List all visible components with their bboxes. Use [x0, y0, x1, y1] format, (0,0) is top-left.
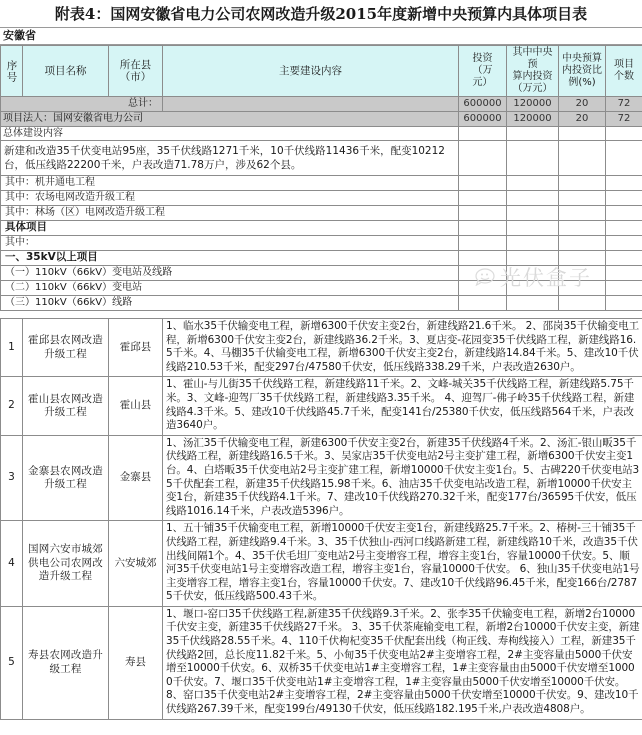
- project-detail-table: [0, 318, 642, 720]
- forest-grid-ratio: [559, 206, 606, 221]
- subsection-2-ratio: [559, 281, 606, 296]
- specific-projects-central: [507, 221, 559, 236]
- table-row-overview-heading: [1, 127, 642, 141]
- overview-paragraph-ratio: [559, 141, 606, 176]
- forest-grid-investment: [459, 206, 507, 221]
- overview-paragraph-central: [507, 141, 559, 176]
- well-electrification-investment: [459, 176, 507, 191]
- province-label: 安徽省: [0, 28, 642, 45]
- total-central: 120000: [507, 97, 559, 112]
- table-row-forest-grid: [1, 206, 642, 221]
- table-row-subsection-3: [1, 296, 642, 311]
- project-county: 寿县: [109, 606, 163, 719]
- project-name: 金寨县农网改造升级工程: [23, 435, 109, 521]
- table-row: [1, 606, 642, 719]
- header-investment-line1: 投资: [472, 53, 493, 64]
- legal-entity-investment: 600000: [459, 112, 507, 127]
- header-county-line1: 所在县: [119, 59, 152, 71]
- table-row: [1, 319, 642, 377]
- well-electrification-ratio: [559, 176, 606, 191]
- table-separator-gap: [0, 311, 642, 318]
- project-name: 霍山县农网改造升级工程: [23, 377, 109, 435]
- subsection-1-investment: [459, 266, 507, 281]
- project-name: 寿县农网改造升级工程: [23, 606, 109, 719]
- legal-entity-count: 72: [606, 112, 642, 127]
- section-35kv-count: [606, 251, 642, 266]
- total-investment: 600000: [459, 97, 507, 112]
- project-no: 2: [1, 377, 23, 435]
- subsection-3-label: （三）110kV（66kV）线路: [1, 296, 459, 311]
- table-header-row: [1, 46, 642, 97]
- overview-paragraph-count: [606, 141, 642, 176]
- project-county: 霍邱县: [109, 319, 163, 377]
- header-central-line3: （万元）: [512, 83, 553, 94]
- table-row-legal-entity: [1, 112, 642, 127]
- legal-entity-central: 120000: [507, 112, 559, 127]
- table-row: [1, 377, 642, 435]
- overview-heading-label: 总体建设内容: [1, 127, 459, 141]
- subsection-2-investment: [459, 281, 507, 296]
- subsection-2-central: [507, 281, 559, 296]
- table-row-section-35kv: [1, 251, 642, 266]
- overview-heading-ratio: [559, 127, 606, 141]
- among-which-label: 其中：: [1, 236, 459, 251]
- subsection-1-ratio: [559, 266, 606, 281]
- section-35kv-label: 一、35kV以上项目: [1, 251, 459, 266]
- among-which-ratio: [559, 236, 606, 251]
- specific-projects-count: [606, 221, 642, 236]
- legal-entity-ratio: 20: [559, 112, 606, 127]
- farm-grid-ratio: [559, 191, 606, 206]
- overview-paragraph-investment: [459, 141, 507, 176]
- project-county: 金寨县: [109, 435, 163, 521]
- farm-grid-investment: [459, 191, 507, 206]
- header-central-line1: 其中中央预: [512, 47, 553, 70]
- project-content: 1、五十铺35千伏输变电工程，新增10000千伏安主变1台，新建线路25.7千米。2、椿树-三十铺35千伏线路工程，新建线路9.4千米。3、35千伏独山-西河口线路新建工程，新建线路10千米，改造35千伏出线间隔1个。4、35千伏毛坦厂变电站2号主变增容工程，增容主变1台，容量10000千伏安。5、顺河35千伏变电站1号主变增容改造工程，增容主变1台，容量10000千伏安。 6、独山35千伏变电站1号主变增容工程，增容主变1台，容量10000千伏安。7、建改10千伏线路96.45千米，配变166台/27875千伏安，低压线路500.43千米。: [163, 521, 642, 607]
- project-county: 霍山县: [109, 377, 163, 435]
- well-electrification-count: [606, 176, 642, 191]
- header-count-line1: 项目: [614, 59, 634, 70]
- farm-grid-label: 其中：农场电网改造升级工程: [1, 191, 459, 206]
- header-ratio-line1: 中央预算: [562, 53, 602, 64]
- subsection-3-central: [507, 296, 559, 311]
- project-name: 国网六安市城郊供电公司农网改造升级工程: [23, 521, 109, 607]
- project-county: 六安城郊: [109, 521, 163, 607]
- table-row: [1, 435, 642, 521]
- overview-heading-central: [507, 127, 559, 141]
- header-count: [606, 46, 642, 97]
- overview-heading-count: [606, 127, 642, 141]
- subsection-3-ratio: [559, 296, 606, 311]
- project-content: 1、霍山-与儿街35千伏线路工程，新建线路11千米。2、文峰-城关35千伏线路工程，新建线路5.75千米。3、文峰-迎驾厂35千伏线路工程，新建线路3.35千米。 4、迎驾厂-佛子岭35千伏线路工程，新建线路4.3千米。5、建改10千伏线路45.7千米，配变141台/25380千伏安，低压线路564千米，户表改造3640户。: [163, 377, 642, 435]
- header-investment: [459, 46, 507, 97]
- subsection-3-count: [606, 296, 642, 311]
- header-count-line2: 个数: [614, 71, 634, 82]
- table-row-among-which: [1, 236, 642, 251]
- well-electrification-central: [507, 176, 559, 191]
- header-ratio-line2: 内投资比: [562, 65, 602, 76]
- overview-paragraph-text: 新建和改造35千伏变电站95座，35千伏线路1271千米，10千伏线路11436千米，配变10212台，低压线路22200千米，户表改造71.78万户，涉及62个县。: [1, 141, 459, 176]
- project-no: 1: [1, 319, 23, 377]
- table-row-subsection-1: [1, 266, 642, 281]
- table-row-well-electrification: [1, 176, 642, 191]
- summary-table-body: [1, 97, 642, 311]
- table-row-overview-paragraph: [1, 141, 642, 176]
- overview-heading-investment: [459, 127, 507, 141]
- document-title-bar: [0, 0, 642, 28]
- total-content-cell: [163, 97, 459, 112]
- header-ratio: [559, 46, 606, 97]
- farm-grid-central: [507, 191, 559, 206]
- specific-projects-label: 具体项目: [1, 221, 459, 236]
- subsection-2-label: （二）110kV（66kV）变电站: [1, 281, 459, 296]
- subsection-1-count: [606, 266, 642, 281]
- forest-grid-label: 其中：林场（区）电网改造升级工程: [1, 206, 459, 221]
- header-ratio-line3: 例(%): [568, 77, 596, 88]
- section-35kv-central: [507, 251, 559, 266]
- header-central-investment: [507, 46, 559, 97]
- forest-grid-central: [507, 206, 559, 221]
- farm-grid-count: [606, 191, 642, 206]
- subsection-1-central: [507, 266, 559, 281]
- summary-table: [0, 45, 642, 311]
- specific-projects-investment: [459, 221, 507, 236]
- forest-grid-count: [606, 206, 642, 221]
- header-no-text: 序号: [5, 59, 18, 83]
- table-row-subsection-2: [1, 281, 642, 296]
- project-no: 5: [1, 606, 23, 719]
- project-content: 1、堰口-窑口35千伏线路工程,新建35千伏线路9.3千米。2、张李35千伏输变电工程，新增2台10000千伏安主变，新建35千伏线路27千米。 3、35千伏茶庵输变电工程，新增2台10000千伏安主变，新建35千伏线路28.55千米。4、110千伏枸杞变35千伏配套出线（枸正线、寿枸线接入）工程，新建35千伏线路2回，总长度11.82千米。5、小甸35千伏变电站2#主变增容工程，2#主变容量由5000千伏安增至10000千伏安。6、双桥35千伏变电站1#主变增容工程，1#主变容量由由5000千伏安增至10000千伏安。7、堰口35千伏变电站1#主变增容工程，1#主变容量由5000千伏安增至10000千伏安。8、窑口35千伏变电站2#主变增容工程，2#主变容量由5000千伏安增至10000千伏安。9、建改10千伏线路267.39千米，配变199台/49130千伏安，低压线路182.195千米,户表改造4808户。: [163, 606, 642, 719]
- total-count: 72: [606, 97, 642, 112]
- table-row: [1, 521, 642, 607]
- among-which-count: [606, 236, 642, 251]
- header-investment-line2: （万: [472, 65, 493, 76]
- total-label: 总计：: [1, 97, 163, 112]
- project-detail-body: [1, 319, 642, 720]
- header-central-line2: 算内投资: [512, 71, 553, 82]
- project-no: 3: [1, 435, 23, 521]
- total-ratio: 20: [559, 97, 606, 112]
- project-no: 4: [1, 521, 23, 607]
- specific-projects-ratio: [559, 221, 606, 236]
- project-name: 霍邱县农网改造升级工程: [23, 319, 109, 377]
- subsection-2-count: [606, 281, 642, 296]
- section-35kv-ratio: [559, 251, 606, 266]
- page-title: 附表4：国网安徽省电力公司农网改造升级2015年度新增中央预算内具体项目表: [54, 5, 588, 23]
- table-row-farm-grid: [1, 191, 642, 206]
- table-row-specific-projects: [1, 221, 642, 236]
- well-electrification-label: 其中：机井通电工程: [1, 176, 459, 191]
- header-content: 主要建设内容: [163, 46, 459, 97]
- among-which-investment: [459, 236, 507, 251]
- table-row-total: [1, 97, 642, 112]
- project-content: 1、汤汇35千伏输变电工程，新建6300千伏安主变2台，新建35千伏线路4千米。2、汤汇-银山畈35千伏线路工程，新建线路16.5千米。3、吴家店35千伏变电站2号主变扩建工程，新增6300千伏安主变1台。4、白塔畈35千伏变电站2号主变扩建工程，新增10000千伏安主变1台。5、古碑220千伏变电站35千伏配套工程，新建35千伏线路15.98千米。6、油店35千伏变电站改造工程，新增10000千伏安主变1台，新建35千伏线路4.1千米。7、建改10千伏线路270.32千米，配变177台/36595千伏安，低压线路1016.14千米，户表改造5396户。: [163, 435, 642, 521]
- project-content: 1、临水35千伏输变电工程，新增6300千伏安主变2台，新建线路21.6千米。 2、邵岗35千伏输变电工程，新增6300千伏安主变2台，新建线路36.2千米。3、夏店变-花园变35千伏线路工程，新建线路16.5千米。4、马棚35千伏输变电工程，新增6300千伏安主变2台，新建线路14.84千米。5、建改10千伏线路210.53千米，配变297台/47580千伏安，低压线路338.29千米，户表改造2630户。: [163, 319, 642, 377]
- header-county: [109, 46, 163, 97]
- header-project-name: 项目名称: [23, 46, 109, 97]
- legal-entity-label: 项目法人：国网安徽省电力公司: [1, 112, 459, 127]
- header-county-line2: （市）: [119, 71, 152, 83]
- subsection-3-investment: [459, 296, 507, 311]
- section-35kv-investment: [459, 251, 507, 266]
- watermark-text: 光伏盒子: [500, 266, 592, 290]
- among-which-central: [507, 236, 559, 251]
- header-no: [1, 46, 23, 97]
- subsection-1-label: （一）110kV（66kV）变电站及线路: [1, 266, 459, 281]
- header-investment-line3: 元）: [472, 77, 493, 88]
